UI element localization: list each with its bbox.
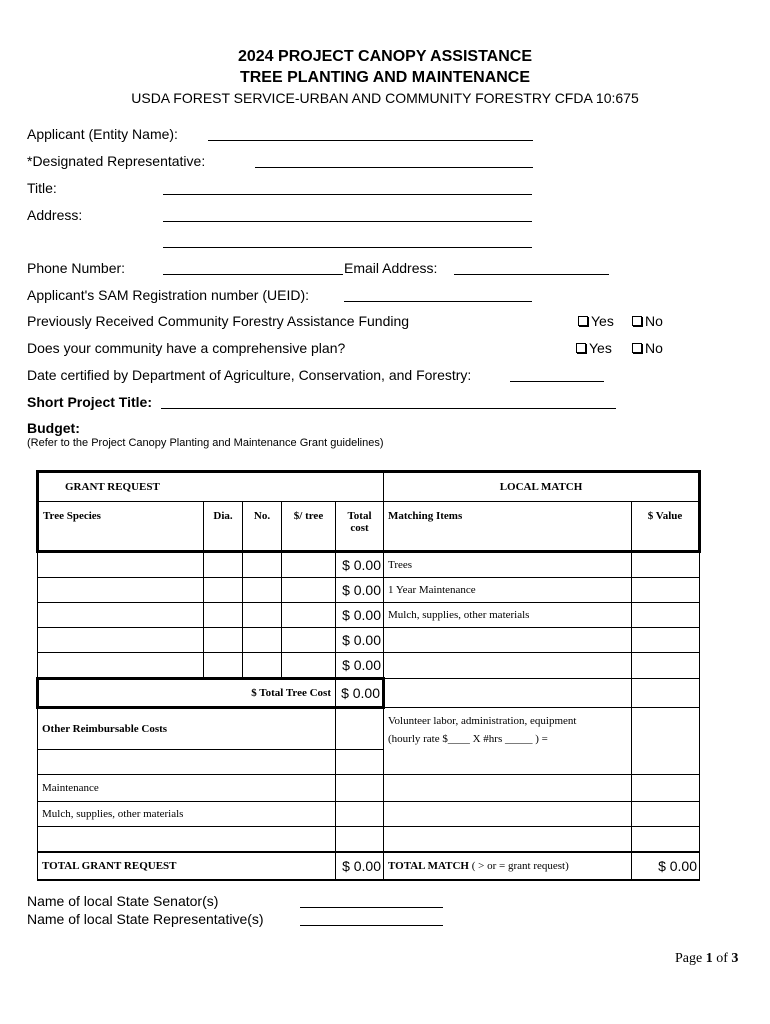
state-rep-field[interactable] xyxy=(300,925,443,926)
applicant-field[interactable] xyxy=(208,140,533,141)
blank-cell[interactable] xyxy=(38,750,336,775)
blank-cell[interactable] xyxy=(336,827,384,853)
comp-plan-yes[interactable] xyxy=(576,340,612,356)
date-certified-label: Date certified by Department of Agriculture, Conservation, and Forestry: xyxy=(27,367,472,383)
tree-row-4 xyxy=(38,628,700,653)
value-cell[interactable] xyxy=(632,628,700,653)
title-field[interactable] xyxy=(163,194,532,195)
phone-label: Phone Number: xyxy=(27,260,126,276)
value-cell[interactable] xyxy=(632,708,700,775)
col-value: $ Value xyxy=(632,502,700,552)
no-label: No xyxy=(645,313,663,329)
species-cell[interactable] xyxy=(38,578,204,603)
checkbox-icon xyxy=(632,316,642,326)
local-match-header: LOCAL MATCH xyxy=(384,472,700,502)
col-matching: Matching Items xyxy=(384,502,632,552)
short-title-field[interactable] xyxy=(161,408,616,409)
dia-cell[interactable] xyxy=(204,603,243,628)
budget-label: Budget: xyxy=(27,420,80,436)
prev-funding-label: Previously Received Community Forestry Assistance Funding xyxy=(27,313,410,329)
dia-cell[interactable] xyxy=(204,552,243,578)
volunteer-labor-cell[interactable] xyxy=(384,708,632,775)
maintenance-value[interactable] xyxy=(336,775,384,802)
no-cell[interactable] xyxy=(243,552,282,578)
totals-row xyxy=(38,852,700,880)
dia-cell[interactable] xyxy=(204,578,243,603)
species-cell[interactable] xyxy=(38,653,204,679)
match-item-cell[interactable] xyxy=(384,775,632,802)
representative-field[interactable] xyxy=(255,167,533,168)
total-tree-cost-value: $ 0.00 xyxy=(336,679,384,708)
senator-label: Name of local State Senator(s) xyxy=(27,893,219,909)
blank-cell[interactable] xyxy=(38,827,336,853)
value-cell[interactable] xyxy=(632,552,700,578)
no-cell[interactable] xyxy=(243,578,282,603)
short-title-label: Short Project Title: xyxy=(27,394,152,410)
total-cost-cell: $ 0.00 xyxy=(336,628,384,653)
per-tree-cell[interactable] xyxy=(282,628,336,653)
applicant-label: Applicant (Entity Name): xyxy=(27,126,178,142)
blank-cell[interactable] xyxy=(336,750,384,775)
page-of: of xyxy=(712,951,732,966)
yes-label: Yes xyxy=(589,340,612,356)
col-no: No. xyxy=(243,502,282,552)
match-item-cell: 1 Year Maintenance xyxy=(384,578,632,603)
date-certified-field[interactable] xyxy=(510,381,604,382)
comp-plan-label: Does your community have a comprehensive plan? xyxy=(27,340,346,356)
other-costs-label: Other Reimbursable Costs xyxy=(38,708,336,750)
budget-table xyxy=(36,470,701,881)
maintenance-row xyxy=(38,775,700,802)
blank-cell[interactable] xyxy=(632,827,700,853)
form-subtitle: USDA FOREST SERVICE-URBAN AND COMMUNITY FORESTRY CFDA 10:675 xyxy=(131,90,639,106)
per-tree-cell[interactable] xyxy=(282,653,336,679)
col-per-tree: $/ tree xyxy=(282,502,336,552)
per-tree-cell[interactable] xyxy=(282,552,336,578)
budget-note: (Refer to the Project Canopy Planting and Maintenance Grant guidelines) xyxy=(27,437,384,449)
species-cell[interactable] xyxy=(38,603,204,628)
page-prefix: Page xyxy=(675,951,706,966)
total-cost-cell: $ 0.00 xyxy=(336,552,384,578)
match-item-cell: Trees xyxy=(384,552,632,578)
maintenance-label: Maintenance xyxy=(38,775,336,802)
title-label: Title: xyxy=(27,180,57,196)
address-field-1[interactable] xyxy=(163,221,532,222)
other-costs-value[interactable] xyxy=(336,708,384,750)
match-item-cell: Mulch, supplies, other materials xyxy=(384,603,632,628)
tree-row-5 xyxy=(38,653,700,679)
col-total-cost: Total cost xyxy=(336,502,384,552)
tree-row-1 xyxy=(38,552,700,578)
no-cell[interactable] xyxy=(243,603,282,628)
total-grant-value: $ 0.00 xyxy=(336,852,384,880)
sam-field[interactable] xyxy=(344,301,532,302)
comp-plan-no[interactable] xyxy=(632,340,663,356)
value-cell[interactable] xyxy=(632,775,700,802)
page-number xyxy=(675,951,738,967)
mulch-row xyxy=(38,802,700,827)
page-current: 1 xyxy=(705,951,713,966)
sam-label: Applicant's SAM Registration number (UEID): xyxy=(27,287,309,303)
match-item-cell[interactable] xyxy=(384,802,632,827)
phone-field[interactable] xyxy=(163,274,343,275)
blank-row xyxy=(38,827,700,853)
match-item-cell[interactable] xyxy=(384,628,632,653)
no-cell[interactable] xyxy=(243,628,282,653)
total-tree-cost-row xyxy=(38,679,700,708)
form-title-line1: 2024 PROJECT CANOPY ASSISTANCE xyxy=(237,48,532,65)
representative-label: *Designated Representative: xyxy=(27,153,206,169)
dia-cell[interactable] xyxy=(204,628,243,653)
value-cell[interactable] xyxy=(632,603,700,628)
no-cell[interactable] xyxy=(243,653,282,679)
address-field-2[interactable] xyxy=(163,247,532,248)
blank-cell[interactable] xyxy=(384,827,632,853)
total-tree-cost-label: $ Total Tree Cost xyxy=(38,679,336,708)
value-cell[interactable] xyxy=(632,578,700,603)
total-cost-cell: $ 0.00 xyxy=(336,578,384,603)
total-match-label xyxy=(384,852,632,880)
checkbox-icon xyxy=(576,343,586,353)
mulch-label: Mulch, supplies, other materials xyxy=(38,802,336,827)
volunteer-line2: (hourly rate $____ X #hrs _____ ) = xyxy=(388,733,548,745)
per-tree-cell[interactable] xyxy=(282,603,336,628)
total-cost-cell: $ 0.00 xyxy=(336,653,384,679)
match-item-cell[interactable] xyxy=(384,653,632,679)
checkbox-icon xyxy=(578,316,588,326)
value-cell[interactable] xyxy=(632,802,700,827)
no-label: No xyxy=(645,340,663,356)
value-cell[interactable] xyxy=(632,679,700,708)
state-rep-label: Name of local State Representative(s) xyxy=(27,911,264,927)
total-match-value: $ 0.00 xyxy=(632,852,700,880)
prev-funding-no[interactable] xyxy=(632,313,663,329)
checkbox-icon xyxy=(632,343,642,353)
species-cell[interactable] xyxy=(38,552,204,578)
page-total: 3 xyxy=(731,951,739,966)
senator-field[interactable] xyxy=(300,907,443,908)
total-cost-cell: $ 0.00 xyxy=(336,603,384,628)
match-item-cell[interactable] xyxy=(384,679,632,708)
tree-row-2 xyxy=(38,578,700,603)
prev-funding-yes[interactable] xyxy=(578,313,614,329)
col-species: Tree Species xyxy=(38,502,204,552)
total-match-note: ( > or = grant request) xyxy=(471,860,569,872)
email-label: Email Address: xyxy=(344,260,438,276)
value-cell[interactable] xyxy=(632,653,700,679)
form-title-line2: TREE PLANTING AND MAINTENANCE xyxy=(239,69,531,86)
species-cell[interactable] xyxy=(38,628,204,653)
tree-row-3 xyxy=(38,603,700,628)
total-match-text: TOTAL MATCH xyxy=(388,860,469,872)
volunteer-line1: Volunteer labor, administration, equipment xyxy=(388,715,577,727)
total-grant-label: TOTAL GRANT REQUEST xyxy=(38,852,336,880)
per-tree-cell[interactable] xyxy=(282,578,336,603)
grant-request-header: GRANT REQUEST xyxy=(38,472,384,502)
other-costs-row xyxy=(38,708,700,750)
col-dia: Dia. xyxy=(204,502,243,552)
address-label: Address: xyxy=(27,207,83,223)
dia-cell[interactable] xyxy=(204,653,243,679)
yes-label: Yes xyxy=(591,313,614,329)
mulch-value[interactable] xyxy=(336,802,384,827)
email-field[interactable] xyxy=(454,274,609,275)
